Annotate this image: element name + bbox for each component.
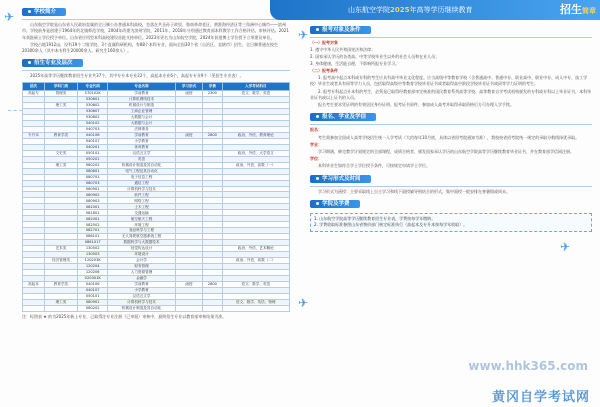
intro-paragraph-1: 山东航空学院是山东省人民政府直属的全日制公办普通本科高校，坐落在共圣孙子故里、鲁南革命老区、黄淮海经济区等三角洲中心城市——滨州市。学校前身是创建于1964年的北镇师范学校，2004年改建为滨州学院，2011年，2018年分别通过教育部本科教学工作合格评估、审核评估。2021年获批硕士学位授予单位。山东省应用型本科高校建设首批支持单位。2023年更名为山东航空学院，2024年获批博士学位授予立项建设单位。 (22, 22, 289, 40)
table-cell: 086101 (78, 234, 108, 240)
table-cell: 函授 (175, 132, 203, 138)
table-row (23, 305, 290, 311)
divider (22, 19, 290, 20)
table-cell: 电子信息工程 (108, 174, 175, 180)
table-cell: 理工类 (44, 299, 77, 305)
banner-school: 山东航空学院 (348, 6, 390, 14)
watermark-site: www.hhk365.com (468, 359, 588, 373)
table-cell: 机械设计制造及其自动化 (108, 305, 175, 311)
table-cell: 540703 (78, 126, 108, 132)
enroll-badge (560, 1, 596, 17)
contact-box (310, 213, 592, 231)
table-cell: 080202 (78, 162, 108, 168)
table-cell: 学前教育 (108, 132, 175, 138)
list-item: 3. 身体健康，生活能自理，不影响所报专业学习。 (310, 60, 400, 66)
enroll-section-title: 报名、学业及学信 (310, 113, 376, 121)
table-cell: 政治、外语、艺术概论 (222, 246, 289, 252)
table-cell (203, 305, 222, 311)
table-cell: 130503 (78, 252, 108, 258)
table-cell: 040107 (78, 287, 108, 293)
table-cell: 081801 (78, 210, 108, 216)
table-cell (44, 305, 77, 311)
table-cell: 语文、数学、英语 (222, 91, 289, 97)
table-cell: 文史类 (44, 150, 77, 156)
banner-year: 2025 (390, 6, 410, 14)
table-cell (175, 305, 203, 311)
watermark-text: 黄冈自学考试网 (491, 390, 590, 405)
plan-paragraph: 2025年高等学历继续教育招生专业共37个，其中专升本专业22个，高起本专业6个，高起专专业9个（见招生专业表）。 (30, 73, 244, 79)
table-cell: 020301K (78, 276, 108, 282)
enroll-paragraph-1: 考生需参加全国成人高等学校招生统一入学考试（大约每年10月底，具体以省招考院通知为准），我校按省招考院统一规定的录取分数线择优录取。 (318, 134, 580, 140)
table-cell: 汉语言文学 (108, 150, 175, 156)
table-cell: 小学教育 (108, 138, 175, 144)
table-cell: 570102K (78, 91, 108, 97)
table-cell: 视觉传达设计 (108, 246, 175, 252)
study-section-title: 学习形式及时间 (310, 175, 371, 183)
badge-sub: 简章 (582, 7, 596, 15)
table-cell: 530607 (78, 108, 108, 114)
study-paragraph: 学习形式为函授：主要采取线上自主学习和线下面授辅导相结合的形式，集中面授一般安排在寒暑假或周末。 (318, 188, 510, 194)
table-cell: 计算机网络技术 (108, 96, 175, 102)
table-note: 注：标图表 ★ 的为2025年新上专业，已取得注专业注册（已审批）审核中，最终招生专业以教育部审核结果为准。 (22, 313, 227, 319)
table-cell: 081001 (78, 204, 108, 210)
list-item: 1. 山东航空学院高等学历继续教育招生专业表，学费按每学年缴纳； (314, 216, 436, 222)
table-cell: 2300 (203, 91, 222, 97)
table-cell: 080703 (78, 180, 108, 186)
table-cell: 040106 (78, 282, 108, 288)
table-cell: 530602 (78, 102, 108, 108)
table-cell: 080701 (78, 174, 108, 180)
table-cell: 艺术类 (44, 246, 77, 252)
table-cell: 汉语言文学 (108, 293, 175, 299)
right-column (310, 22, 592, 232)
table-cell: 政治、外语、高数（二） (222, 258, 289, 264)
table-cell: 金融学 (108, 276, 175, 282)
table-cell: 网络工程 (108, 198, 175, 204)
table-cell: 食品科学与工程 (108, 228, 175, 234)
table-cell: 120206 (78, 270, 108, 276)
table-cell: 080902 (78, 192, 108, 198)
table-cell: 机械设计与制造 (108, 102, 175, 108)
table-cell: 交通运输 (108, 210, 175, 216)
table-cell: 080901 (78, 186, 108, 192)
table-cell: 学前教育 (108, 282, 175, 288)
table-cell: 计算机科学与技术 (108, 186, 175, 192)
table-header-row (23, 82, 290, 90)
table-cell: 电气工程及其自动化 (108, 168, 175, 174)
table-cell (222, 305, 289, 311)
table-cell: 航空航天工程 (108, 216, 175, 222)
cond-paragraph-1: 1. 报考高中起点本科或专科的考生应具有高中毕业文化程度。应当高级中等教育学校（含普通高中、普通中专、职业高中、职业中专、成人中专、技工学校）毕业生或者具有同等学力人员，包括取得高级中等教育学校毕业证书或者取得高中阶段学校毕业证书或同等学力证明的考生。 (310, 75, 588, 87)
table-cell: 英语 (108, 156, 175, 162)
cond-paragraph-3: 报名考生要求凭证明的有效居民身份证明、报考证书原件、参加成人高考并取得录取资格后方可办理入学手续。 (318, 102, 514, 108)
list-item: 2. 国家承认学历的各类高、中等学校毕业生以外的社会人员和在业人员； (310, 54, 440, 60)
table-cell: 040201 (78, 144, 108, 150)
table-cell: 无人驾驶航空器系统工程 (108, 234, 175, 240)
col-header: 层次 (23, 82, 45, 90)
table-cell: 教育学类 (44, 282, 77, 288)
table-cell: 2800 (203, 132, 222, 138)
table-cell: 080601 (78, 168, 108, 174)
table-cell: 语文、数学、英语 (222, 282, 289, 288)
left-column (22, 4, 290, 320)
contact-section-title: 学院及学费 (310, 200, 360, 208)
table-cell: 财务管理 (108, 264, 175, 270)
table-cell: 086101T (78, 240, 108, 246)
table-cell: 经济管理类 (44, 258, 77, 264)
table-cell: 软件工程 (108, 192, 175, 198)
col-header: 学习形式 (175, 82, 203, 90)
table-cell: 政治、外语、大学语文 (222, 150, 289, 156)
table-cell: 政治、外语、高数（一） (222, 162, 289, 168)
table-cell: 通信工程 (108, 180, 175, 186)
airplane-icon: ✈ (298, 28, 309, 42)
table-cell: 数据科学与大数据技术 (108, 240, 175, 246)
divider (22, 70, 290, 71)
cond-subheading: （二）报考条件 (310, 68, 338, 74)
table-cell: 小学教育 (108, 287, 175, 293)
table-cell: 080903 (78, 198, 108, 204)
table-cell: 机械设计制造及其自动化 (108, 162, 175, 168)
table-cell: 语文、数学、英语、物理 (222, 299, 289, 305)
table-cell: 040107 (78, 138, 108, 144)
divider (310, 37, 592, 38)
enroll-paragraph-3: 本科毕业生如符合学士学位授予条件，可按规定申请学士学位。 (318, 163, 430, 169)
table-cell: 人力资源管理 (108, 270, 175, 276)
table-cell: 理工类 (44, 102, 77, 108)
table-cell: 540102 (78, 120, 108, 126)
table-cell: 120204 (78, 264, 108, 270)
table-cell: 函授 (175, 91, 203, 97)
divider (310, 124, 592, 125)
table-cell: 计算机科学与技术 (108, 299, 175, 305)
table-cell: 2800 (203, 282, 222, 288)
col-header: 学费 (203, 82, 222, 90)
table-cell: 理工类 (44, 162, 77, 168)
table-cell: 法律事务 (108, 126, 175, 132)
table-cell: 050201 (78, 156, 108, 162)
table-cell: 040106 (78, 132, 108, 138)
airplane-icon: ✈ (560, 240, 571, 254)
table-cell: 会计学 (108, 258, 175, 264)
table-cell: 530802 (78, 114, 108, 120)
table-cell (23, 305, 45, 311)
req-subheading: （一）报考对象 (310, 40, 338, 46)
col-header: 专业代码 (78, 82, 108, 90)
table-cell: 工商企业管理 (108, 108, 175, 114)
banner-program: 年高等学历继续教育 (409, 6, 473, 14)
table-cell: 大数据与会计 (108, 114, 175, 120)
divider (310, 186, 592, 187)
cond-paragraph-2: 2. 报考专科起点升本科的考生，必须是已取得经教育部审定核准的国民教育系列高等学校、高等教育自学考试机构颁发的专科或专科以上毕业证书，本科毕业证书或以上证书的人员。 (310, 88, 592, 100)
plan-section-title: 招生专业及层次 (22, 59, 83, 67)
airplane-icon: ✈ (4, 10, 15, 24)
list-item: 1. 遵守中华人民共和国宪法和法律； (310, 47, 376, 53)
table-cell: 教育学类 (44, 132, 77, 138)
enroll-subheading: 学业： (310, 141, 322, 147)
table-cell: 专升本 (23, 132, 45, 138)
intro-paragraph-2: 学校占地1912亩，设有19个二级学院、3个直属科研机构，有88个本科专业，面向全国30个省（自治区、直辖市）招生，全日制普通在校生20300余人（其中本专科生20000余人，研究生160余人）。 (22, 41, 278, 54)
badge-main: 招生 (560, 3, 582, 16)
requirements-section-title: 报考对象及条件 (310, 26, 371, 34)
table-cell: 080901 (78, 299, 108, 305)
intro-section-title: 学校简介 (22, 8, 66, 16)
top-banner (270, 0, 600, 20)
col-header: 学科门类 (44, 82, 77, 90)
table-body (23, 91, 290, 312)
table-cell: 082502 (78, 222, 108, 228)
req-list (310, 47, 592, 67)
table-row (23, 162, 290, 168)
table-cell: 土木工程 (108, 204, 175, 210)
table-cell: 082001 (78, 216, 108, 222)
enroll-subheading: 报名： (310, 127, 322, 133)
table-cell: 管理类 (44, 91, 77, 97)
table-cell: 050101 (78, 150, 108, 156)
enroll-subheading: 学位： (310, 156, 322, 162)
table-cell: 函授 (175, 282, 203, 288)
table-cell: 环境工程 (108, 222, 175, 228)
col-header: 入学考试科目 (222, 82, 289, 90)
table-cell: 130502 (78, 246, 108, 252)
table-cell: 120203K (78, 258, 108, 264)
table-cell: 体育教育 (108, 144, 175, 150)
table-cell: 高起专 (23, 91, 45, 97)
list-item: 2. 学费收取标准参照山东省物价部门核定标准执行（高起本及专升本按每学年收取）。 (314, 222, 468, 228)
table-cell: 530601 (78, 96, 108, 102)
enroll-paragraph-2: 学习期满，修完教学计划规定的全部课程，成绩合格者，颁发国家承认学历的山东航空学院高等学历继续教育毕业证书，并在教育部学信网注册。 (318, 149, 574, 155)
table-cell: 082701 (78, 228, 108, 234)
table-cell: 政治、外语、教育理论 (222, 132, 289, 138)
table-cell: 学前教育 (108, 91, 175, 97)
col-header: 专业名称 (108, 82, 175, 90)
table-cell: 080202 (78, 305, 108, 311)
airplane-icon: ✈ (298, 296, 309, 310)
table-cell: 环境设计 (108, 252, 175, 258)
table-cell: 050101 (78, 293, 108, 299)
table-cell: 高起本 (23, 282, 45, 288)
table-cell: 大数据与会计 (108, 120, 175, 126)
major-table (22, 82, 290, 312)
